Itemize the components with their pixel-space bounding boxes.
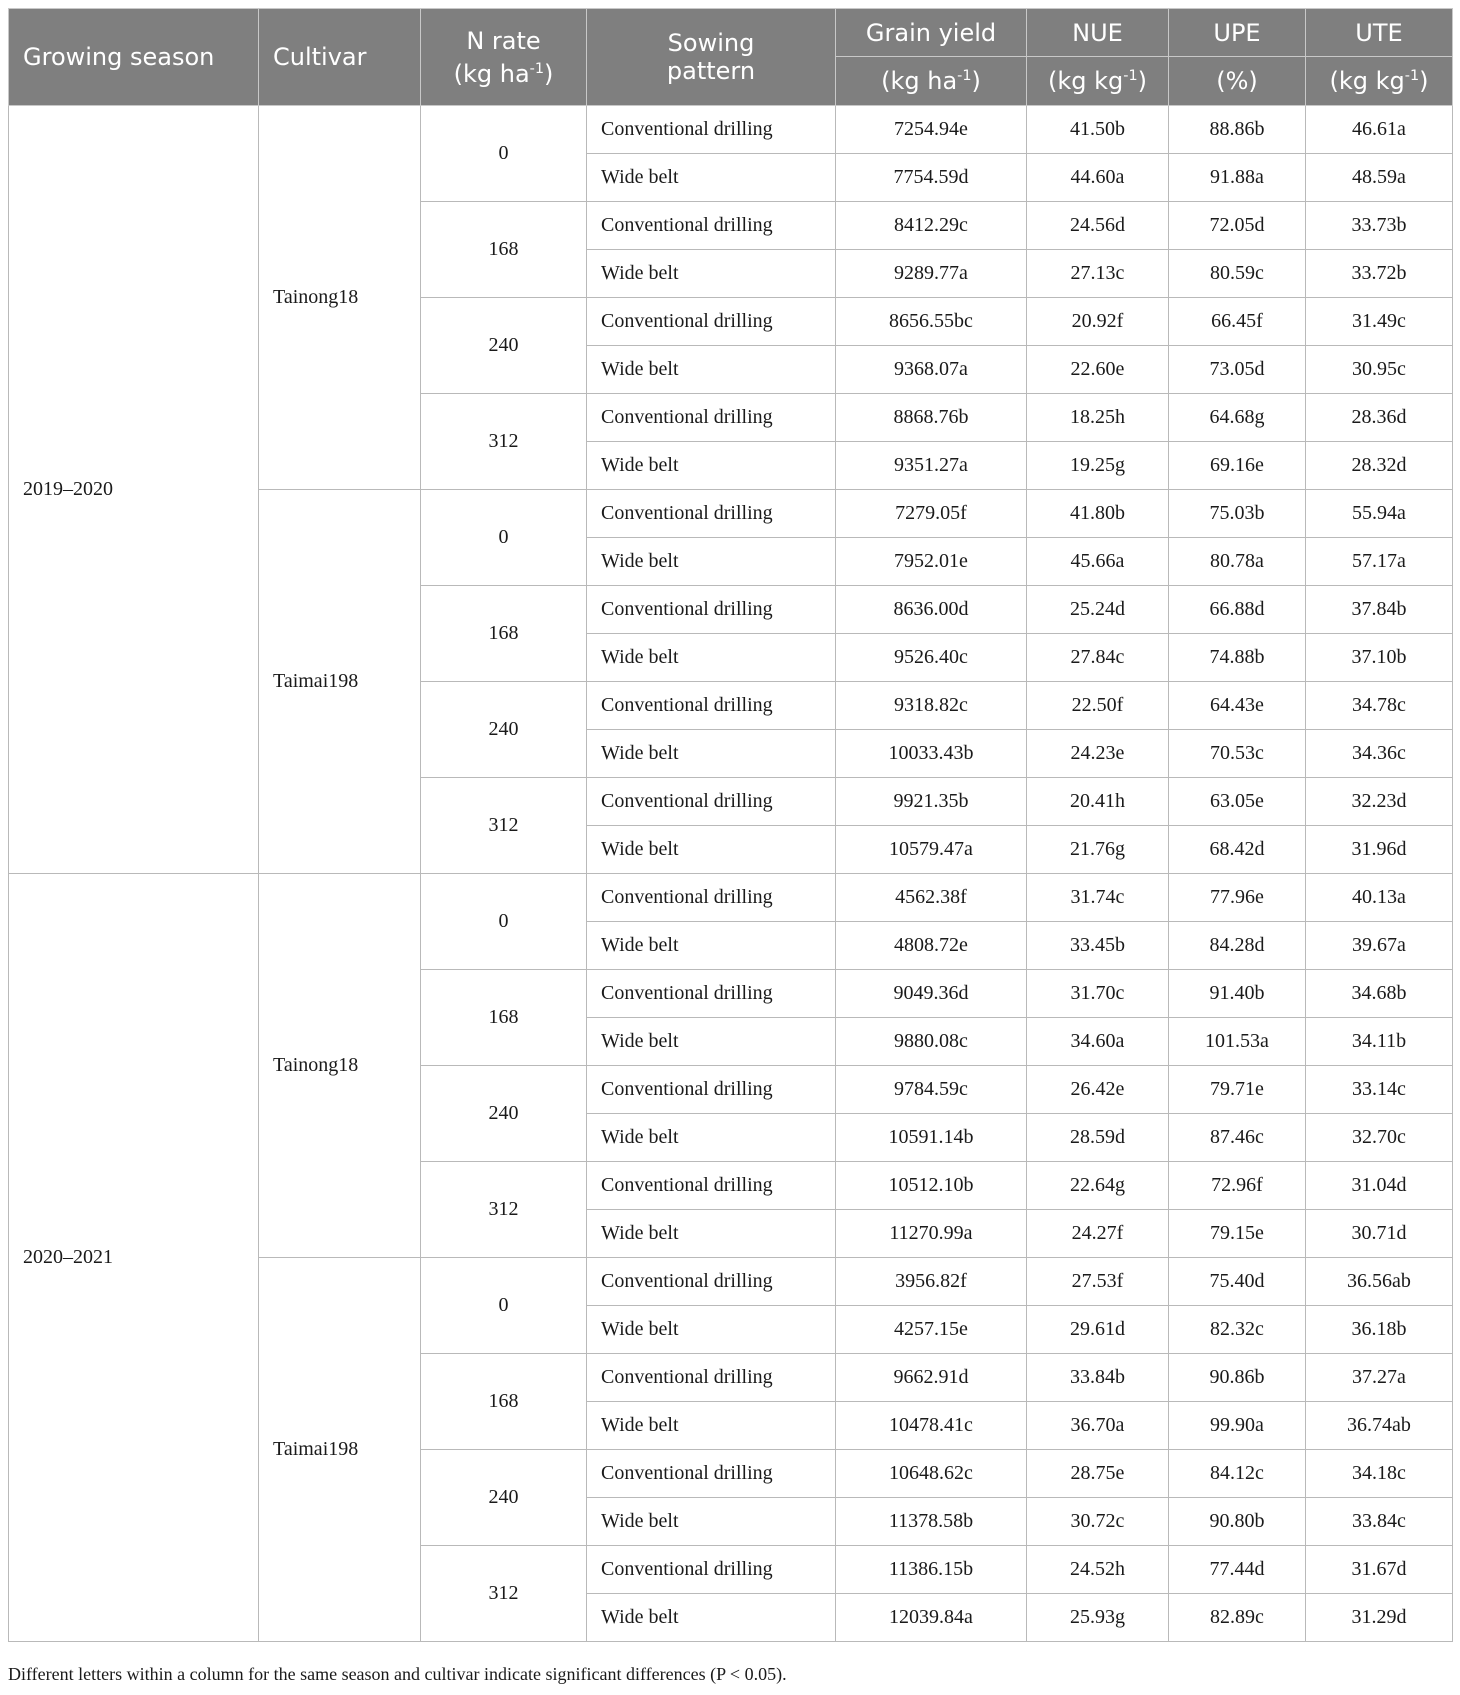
ute-cell: 30.95c	[1306, 346, 1453, 394]
sowing-pattern-cell: Conventional drilling	[587, 874, 836, 922]
upe-cell: 63.05e	[1169, 778, 1306, 826]
header-nue-unit: (kg $kg^{-1}$)	[1027, 57, 1169, 106]
sowing-pattern-cell: Conventional drilling	[587, 1258, 836, 1306]
sowing-pattern-cell: Conventional drilling	[587, 490, 836, 538]
upe-cell: 68.42d	[1169, 826, 1306, 874]
grain-yield-cell: 10478.41c	[836, 1402, 1027, 1450]
ute-cell: 39.67a	[1306, 922, 1453, 970]
upe-cell: 74.88b	[1169, 634, 1306, 682]
upe-cell: 91.40b	[1169, 970, 1306, 1018]
nue-cell: 33.45b	[1027, 922, 1169, 970]
grain-yield-cell: 8636.00d	[836, 586, 1027, 634]
season-cell: 2019–2020	[9, 106, 259, 874]
n-rate-cell: 0	[421, 106, 587, 202]
sowing-pattern-cell: Wide belt	[587, 730, 836, 778]
n-rate-cell: 240	[421, 1450, 587, 1546]
cultivar-cell: Tainong18	[259, 106, 421, 490]
sowing-pattern-cell: Wide belt	[587, 922, 836, 970]
upe-cell: 88.86b	[1169, 106, 1306, 154]
grain-yield-cell: 7279.05f	[836, 490, 1027, 538]
sowing-pattern-cell: Conventional drilling	[587, 1450, 836, 1498]
upe-cell: 72.05d	[1169, 202, 1306, 250]
sowing-pattern-cell: Wide belt	[587, 154, 836, 202]
n-rate-cell: 312	[421, 778, 587, 874]
n-rate-cell: 312	[421, 394, 587, 490]
sowing-pattern-cell: Wide belt	[587, 1402, 836, 1450]
sowing-pattern-cell: Conventional drilling	[587, 106, 836, 154]
upe-cell: 69.16e	[1169, 442, 1306, 490]
nue-cell: 24.27f	[1027, 1210, 1169, 1258]
nue-cell: 33.84b	[1027, 1354, 1169, 1402]
n-rate-cell: 240	[421, 298, 587, 394]
ute-cell: 57.17a	[1306, 538, 1453, 586]
n-rate-cell: 0	[421, 874, 587, 970]
grain-yield-cell: 9049.36d	[836, 970, 1027, 1018]
nue-cell: 28.59d	[1027, 1114, 1169, 1162]
grain-yield-cell: 3956.82f	[836, 1258, 1027, 1306]
upe-cell: 99.90a	[1169, 1402, 1306, 1450]
header-grain-yield-unit: (kg $ha^{-1}$)	[836, 57, 1027, 106]
header-upe-unit: (%)	[1169, 57, 1306, 106]
upe-cell: 75.03b	[1169, 490, 1306, 538]
nue-cell: 21.76g	[1027, 826, 1169, 874]
upe-cell: 66.45f	[1169, 298, 1306, 346]
nue-cell: 18.25h	[1027, 394, 1169, 442]
sowing-pattern-cell: Conventional drilling	[587, 1162, 836, 1210]
nue-cell: 22.60e	[1027, 346, 1169, 394]
upe-cell: 66.88d	[1169, 586, 1306, 634]
sowing-pattern-cell: Wide belt	[587, 250, 836, 298]
header-ute: UTE	[1306, 9, 1453, 57]
n-rate-cell: 240	[421, 1066, 587, 1162]
sowing-pattern-cell: Wide belt	[587, 346, 836, 394]
ute-cell: 34.11b	[1306, 1018, 1453, 1066]
nue-cell: 27.84c	[1027, 634, 1169, 682]
ute-cell: 33.72b	[1306, 250, 1453, 298]
grain-yield-cell: 12039.84a	[836, 1594, 1027, 1642]
header-sowing-pattern: Sowing pattern	[587, 9, 836, 106]
sowing-pattern-cell: Conventional drilling	[587, 778, 836, 826]
ute-cell: 32.70c	[1306, 1114, 1453, 1162]
season-cell: 2020–2021	[9, 874, 259, 1642]
sowing-pattern-cell: Wide belt	[587, 442, 836, 490]
upe-cell: 72.96f	[1169, 1162, 1306, 1210]
ute-cell: 55.94a	[1306, 490, 1453, 538]
nue-cell: 20.92f	[1027, 298, 1169, 346]
nue-cell: 44.60a	[1027, 154, 1169, 202]
ute-cell: 34.78c	[1306, 682, 1453, 730]
grain-yield-cell: 10591.14b	[836, 1114, 1027, 1162]
upe-cell: 64.68g	[1169, 394, 1306, 442]
ute-cell: 28.36d	[1306, 394, 1453, 442]
ute-cell: 34.36c	[1306, 730, 1453, 778]
n-rate-cell: 312	[421, 1162, 587, 1258]
n-rate-cell: 0	[421, 1258, 587, 1354]
ute-cell: 31.96d	[1306, 826, 1453, 874]
upe-cell: 87.46c	[1169, 1114, 1306, 1162]
upe-cell: 75.40d	[1169, 1258, 1306, 1306]
upe-cell: 101.53a	[1169, 1018, 1306, 1066]
grain-yield-cell: 9921.35b	[836, 778, 1027, 826]
nue-cell: 27.53f	[1027, 1258, 1169, 1306]
nue-cell: 29.61d	[1027, 1306, 1169, 1354]
ute-cell: 31.29d	[1306, 1594, 1453, 1642]
data-table	[8, 8, 1453, 1642]
grain-yield-cell: 9368.07a	[836, 346, 1027, 394]
ute-cell: 31.67d	[1306, 1546, 1453, 1594]
nue-cell: 24.56d	[1027, 202, 1169, 250]
ute-cell: 36.18b	[1306, 1306, 1453, 1354]
grain-yield-cell: 8412.29c	[836, 202, 1027, 250]
sowing-pattern-cell: Wide belt	[587, 634, 836, 682]
nue-cell: 20.41h	[1027, 778, 1169, 826]
n-rate-cell: 240	[421, 682, 587, 778]
sowing-pattern-cell: Conventional drilling	[587, 394, 836, 442]
nue-cell: 28.75e	[1027, 1450, 1169, 1498]
ute-cell: 30.71d	[1306, 1210, 1453, 1258]
nue-cell: 36.70a	[1027, 1402, 1169, 1450]
nue-cell: 41.50b	[1027, 106, 1169, 154]
ute-cell: 31.04d	[1306, 1162, 1453, 1210]
grain-yield-cell: 11270.99a	[836, 1210, 1027, 1258]
nue-cell: 25.24d	[1027, 586, 1169, 634]
sowing-pattern-cell: Wide belt	[587, 1210, 836, 1258]
upe-cell: 77.96e	[1169, 874, 1306, 922]
ute-cell: 46.61a	[1306, 106, 1453, 154]
upe-cell: 80.59c	[1169, 250, 1306, 298]
ute-cell: 32.23d	[1306, 778, 1453, 826]
table-row	[9, 874, 1453, 922]
upe-cell: 84.28d	[1169, 922, 1306, 970]
table-row	[9, 106, 1453, 154]
n-rate-cell: 168	[421, 586, 587, 682]
grain-yield-cell: 10579.47a	[836, 826, 1027, 874]
n-rate-cell: 168	[421, 970, 587, 1066]
ute-cell: 48.59a	[1306, 154, 1453, 202]
n-rate-cell: 0	[421, 490, 587, 586]
upe-cell: 64.43e	[1169, 682, 1306, 730]
ute-cell: 40.13a	[1306, 874, 1453, 922]
upe-cell: 90.86b	[1169, 1354, 1306, 1402]
nue-cell: 25.93g	[1027, 1594, 1169, 1642]
grain-yield-cell: 4562.38f	[836, 874, 1027, 922]
upe-cell: 91.88a	[1169, 154, 1306, 202]
ute-cell: 37.27a	[1306, 1354, 1453, 1402]
grain-yield-cell: 10033.43b	[836, 730, 1027, 778]
sowing-pattern-cell: Conventional drilling	[587, 1546, 836, 1594]
nue-cell: 22.50f	[1027, 682, 1169, 730]
cultivar-cell: Taimai198	[259, 490, 421, 874]
table-footnote: Different letters within a column for the same season and cultivar indicate significant differences (P < 0.05).	[8, 1664, 787, 1684]
nue-cell: 24.23e	[1027, 730, 1169, 778]
grain-yield-cell: 11386.15b	[836, 1546, 1027, 1594]
sowing-pattern-cell: Conventional drilling	[587, 682, 836, 730]
sowing-pattern-cell: Conventional drilling	[587, 298, 836, 346]
ute-cell: 37.10b	[1306, 634, 1453, 682]
upe-cell: 82.89c	[1169, 1594, 1306, 1642]
grain-yield-cell: 9662.91d	[836, 1354, 1027, 1402]
ute-cell: 33.73b	[1306, 202, 1453, 250]
grain-yield-cell: 9318.82c	[836, 682, 1027, 730]
nue-cell: 31.74c	[1027, 874, 1169, 922]
nue-cell: 26.42e	[1027, 1066, 1169, 1114]
nue-cell: 34.60a	[1027, 1018, 1169, 1066]
header-ute-unit: (kg $kg^{-1}$)	[1306, 57, 1453, 106]
grain-yield-cell: 8868.76b	[836, 394, 1027, 442]
nue-cell: 24.52h	[1027, 1546, 1169, 1594]
nue-cell: 41.80b	[1027, 490, 1169, 538]
grain-yield-cell: 4257.15e	[836, 1306, 1027, 1354]
grain-yield-cell: 8656.55bc	[836, 298, 1027, 346]
upe-cell: 90.80b	[1169, 1498, 1306, 1546]
grain-yield-cell: 9289.77a	[836, 250, 1027, 298]
grain-yield-cell: 7754.59d	[836, 154, 1027, 202]
grain-yield-cell: 7254.94e	[836, 106, 1027, 154]
upe-cell: 77.44d	[1169, 1546, 1306, 1594]
upe-cell: 79.15e	[1169, 1210, 1306, 1258]
ute-cell: 31.49c	[1306, 298, 1453, 346]
sowing-pattern-cell: Conventional drilling	[587, 1066, 836, 1114]
ute-cell: 36.56ab	[1306, 1258, 1453, 1306]
ute-cell: 37.84b	[1306, 586, 1453, 634]
nue-cell: 22.64g	[1027, 1162, 1169, 1210]
upe-cell: 73.05d	[1169, 346, 1306, 394]
ute-cell: 33.14c	[1306, 1066, 1453, 1114]
upe-cell: 80.78a	[1169, 538, 1306, 586]
cultivar-cell: Taimai198	[259, 1258, 421, 1642]
header-cultivar: Cultivar	[259, 9, 421, 106]
ute-cell: 36.74ab	[1306, 1402, 1453, 1450]
cultivar-cell: Tainong18	[259, 874, 421, 1258]
n-rate-cell: 312	[421, 1546, 587, 1642]
sowing-pattern-cell: Wide belt	[587, 826, 836, 874]
grain-yield-cell: 10648.62c	[836, 1450, 1027, 1498]
ute-cell: 28.32d	[1306, 442, 1453, 490]
header-grain-yield: Grain yield	[836, 9, 1027, 57]
grain-yield-cell: 4808.72e	[836, 922, 1027, 970]
grain-yield-cell: 10512.10b	[836, 1162, 1027, 1210]
sowing-pattern-cell: Wide belt	[587, 1498, 836, 1546]
n-rate-cell: 168	[421, 1354, 587, 1450]
sowing-pattern-cell: Wide belt	[587, 1114, 836, 1162]
grain-yield-cell: 9351.27a	[836, 442, 1027, 490]
ute-cell: 33.84c	[1306, 1498, 1453, 1546]
nue-cell: 27.13c	[1027, 250, 1169, 298]
upe-cell: 84.12c	[1169, 1450, 1306, 1498]
header-upe: UPE	[1169, 9, 1306, 57]
ute-cell: 34.68b	[1306, 970, 1453, 1018]
grain-yield-cell: 9784.59c	[836, 1066, 1027, 1114]
grain-yield-cell: 9880.08c	[836, 1018, 1027, 1066]
upe-cell: 79.71e	[1169, 1066, 1306, 1114]
sowing-pattern-cell: Conventional drilling	[587, 1354, 836, 1402]
upe-cell: 70.53c	[1169, 730, 1306, 778]
sowing-pattern-cell: Conventional drilling	[587, 970, 836, 1018]
sowing-pattern-cell: Wide belt	[587, 1018, 836, 1066]
upe-cell: 82.32c	[1169, 1306, 1306, 1354]
sowing-pattern-cell: Conventional drilling	[587, 586, 836, 634]
sowing-pattern-cell: Wide belt	[587, 1594, 836, 1642]
grain-yield-cell: 7952.01e	[836, 538, 1027, 586]
nue-cell: 30.72c	[1027, 1498, 1169, 1546]
n-rate-cell: 168	[421, 202, 587, 298]
nue-cell: 19.25g	[1027, 442, 1169, 490]
sowing-pattern-cell: Wide belt	[587, 538, 836, 586]
nue-cell: 45.66a	[1027, 538, 1169, 586]
grain-yield-cell: 9526.40c	[836, 634, 1027, 682]
nue-cell: 31.70c	[1027, 970, 1169, 1018]
header-n-rate: N rate (kg $ha^{-1}$)	[421, 9, 587, 106]
grain-yield-cell: 11378.58b	[836, 1498, 1027, 1546]
sowing-pattern-cell: Conventional drilling	[587, 202, 836, 250]
ute-cell: 34.18c	[1306, 1450, 1453, 1498]
header-growing-season: Growing season	[9, 9, 259, 106]
sowing-pattern-cell: Wide belt	[587, 1306, 836, 1354]
header-nue: NUE	[1027, 9, 1169, 57]
